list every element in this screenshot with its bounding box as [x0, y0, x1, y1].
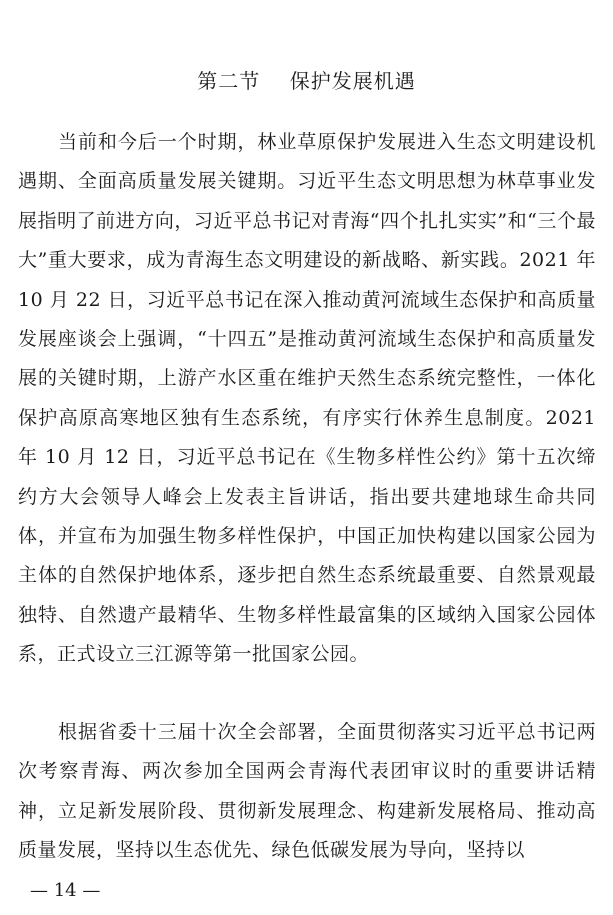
page-number: — 14 — [30, 880, 101, 901]
paragraph-provincial-deployment: 根据省委十三届十次全会部署，全面贯彻落实习近平总书记两次考察青海、两次参加全国两会青海代表团审议时的重要讲话精神，立足新发展阶段、贯彻新发展理念、构建新发展格局、推动高质量发展，坚持以生态优先、绿色低碳发展为导向，坚持以 [18, 721, 596, 862]
section-title: 第二节 保护发展机遇 [197, 69, 416, 93]
paragraph-opportunities: 当前和今后一个时期，林业草原保护发展进入生态文明建设机遇期、全面高质量发展关键期。习近平生态文明思想为林草事业发展指明了前进方向，习近平总书记对青海“四个扎扎实实”和“三个最大”重大要求，成为青海生态文明建设的新战略、新实践。2021 年 10 月 22 日，习近平总书记在深入推动黄河流域生态保护和高质量发展座谈会上强调，“十四五”是推动黄河流域生态保护和高质量发展的关键时期，上游产水区重在维护天然生态系统完整性，一体化保护高原高寒地区独有生态系统，有序实行休养生息制度。2021 年 10 月 12 日，习近平总书记在《生物多样性公约》第十五次缔约方大会领导人峰会上发表主旨讲话，指出要共建地球生命共同体，并宣布为加强生物多样性保护，中国正加快构建以国家公园为主体的自然保护地体系，逐步把自然生态系统最重要、自然景观最独特、自然遗产最精华、生物多样性最富集的区域纳入国家公园体系，正式设立三江源等第一批国家公园。 [18, 131, 596, 666]
